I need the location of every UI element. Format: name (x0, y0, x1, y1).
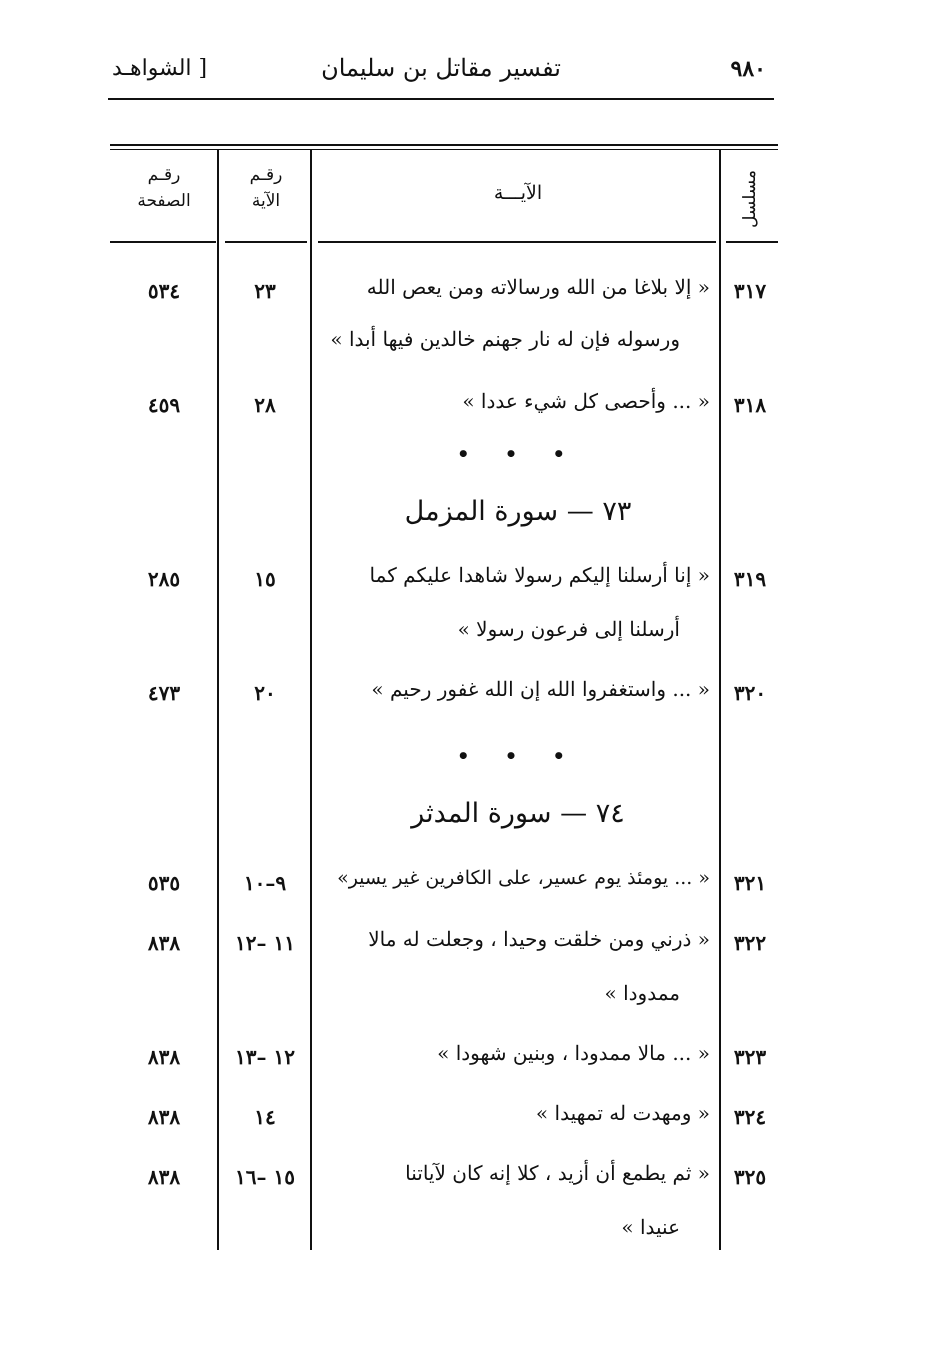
page-ref: ٨٣٨ (147, 931, 181, 955)
row-serial: ٣٢١ (733, 871, 767, 895)
page-ref: ٨٣٨ (147, 1045, 181, 1069)
surah-heading: ٧٤ — سورة المدثر (411, 798, 625, 829)
row-serial: ٣٢٠ (733, 681, 767, 705)
row-serial: ٣٢٣ (733, 1045, 767, 1069)
row-serial: ٣٢٥ (733, 1165, 767, 1189)
verse-text: ممدودا » (604, 981, 680, 1005)
verse-text: « إنا أرسلنا إليكم رسولا شاهدا عليكم كما (369, 563, 710, 587)
header-bottom-rule (726, 241, 778, 243)
header-serial: مسلسل (740, 170, 760, 228)
verse-text: أرسلنا إلى فرعون رسولا » (457, 617, 680, 641)
page-ref: ٥٣٥ (147, 871, 181, 895)
page-ref: ٨٣٨ (147, 1105, 181, 1129)
page-ref: ٤٥٩ (147, 393, 181, 417)
table-top-rule (110, 144, 778, 146)
row-serial: ٣٢٤ (733, 1105, 767, 1129)
page-ref: ٤٧٣ (147, 681, 181, 705)
running-head (108, 48, 774, 88)
page-ref: ٨٣٨ (147, 1165, 181, 1189)
verse-text: « ومهدت له تمهيدا » (535, 1101, 710, 1125)
header-bottom-rule (110, 241, 216, 243)
surah-heading: ٧٣ — سورة المزمل (404, 496, 632, 527)
row-serial: ٣٢٢ (733, 931, 767, 955)
verse-number: ٢٠ (254, 681, 276, 705)
header-verse: الآيـــة (493, 182, 543, 204)
verse-text: « ثم يطمع أن أزيد ، كلا إنه كان لآياتنا (405, 1161, 710, 1185)
verse-text: « ... واستغفروا الله إن الله غفور رحيم » (371, 677, 710, 701)
verse-number: ١٥ –١٦ (235, 1165, 295, 1189)
header-page-number: رقـم الصفحة (137, 165, 191, 211)
page-number: ٩٨٠ (730, 56, 766, 82)
verse-number: ١٥ (254, 567, 276, 591)
column-divider (310, 150, 312, 1250)
verse-number: ٩–١٠ (243, 871, 287, 895)
column-divider (719, 150, 721, 1250)
row-serial: ٣١٩ (733, 567, 767, 591)
header-bottom-rule (225, 241, 307, 243)
verse-text: « إلا بلاغا من الله ورسالاته ومن يعص الله (366, 275, 710, 299)
header-rule (108, 98, 774, 100)
row-serial: ٣١٧ (733, 279, 767, 303)
verse-text: « ... وأحصى كل شيء عددا » (462, 389, 710, 413)
verse-text: « ... مالا ممدودا ، وبنين شهودا » (437, 1041, 710, 1065)
header-verse-number: رقـم الآية (249, 165, 283, 211)
verse-number: ١١ –١٢ (235, 931, 295, 955)
verse-text: « ذرني ومن خلقت وحيدا ، وجعلت له مالا (368, 927, 710, 951)
row-serial: ٣١٨ (733, 393, 767, 417)
header-bottom-rule (318, 241, 716, 243)
table-top-rule-inner (110, 149, 778, 150)
book-title: تفسير مقاتل بن سليمان (321, 54, 561, 82)
section-separator: • • • (456, 442, 580, 466)
verse-number: ١٤ (254, 1105, 276, 1129)
verse-number: ٢٣ (254, 279, 276, 303)
section-separator: • • • (456, 744, 580, 768)
verse-number: ١٢ –١٣ (235, 1045, 295, 1069)
verse-text: عنيدا » (621, 1215, 680, 1239)
page-ref: ٥٣٤ (147, 279, 181, 303)
column-divider (217, 150, 219, 1250)
verse-number: ٢٨ (254, 393, 276, 417)
page-ref: ٢٨٥ (147, 567, 181, 591)
section-title: [ الشواهـد (112, 56, 208, 81)
verse-text: ورسوله فإن له نار جهنم خالدين فيها أبدا » (330, 327, 680, 351)
verse-text: « ... يومئذ يوم عسير، على الكافرين غير يسير» (337, 867, 710, 889)
